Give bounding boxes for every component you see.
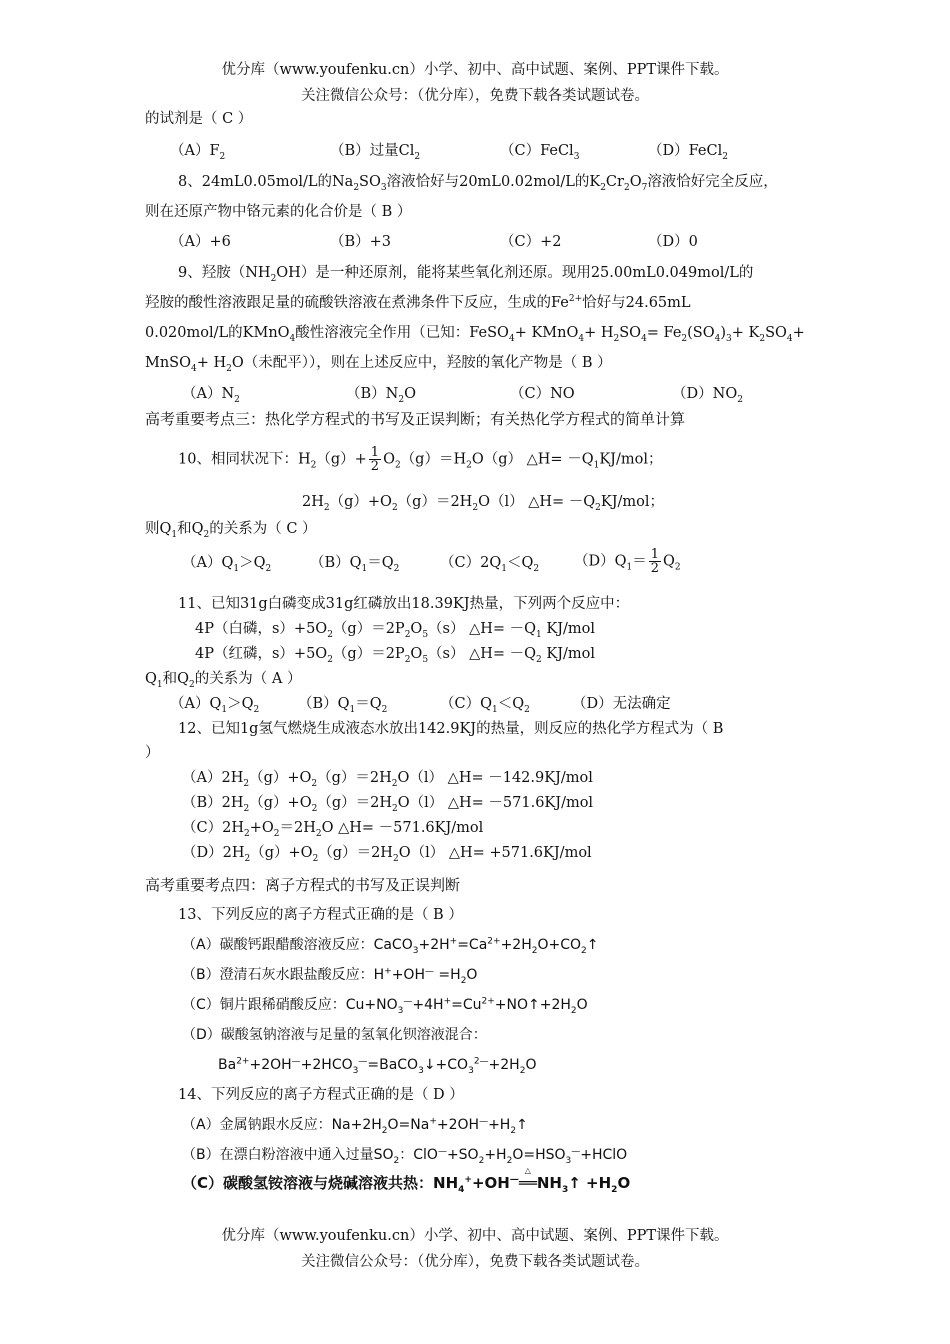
q10-option-b: $(B)Q_1=Q_2$ bbox=[310, 555, 400, 574]
q8-stem-line2: 则在还原产物中铬元素的化合价是（ B ） bbox=[145, 204, 412, 220]
q7-option-c: （C）FeCl$_3$ bbox=[500, 143, 580, 162]
q11-option-d: （D）无法确定 bbox=[572, 696, 671, 712]
q7-stem-continuation: 的试剂是（ C ） bbox=[145, 111, 253, 127]
q9-option-c: （C）NO bbox=[510, 386, 575, 402]
q8-stem-line1: 8、24mL0.05mol/L的$Na_2SO_3$溶液恰好与20mL0.02mol/L的$K_2Cr_2O_7$溶液恰好完全反应， bbox=[178, 174, 778, 193]
q12-option-b: $(B)2H_2(g)+O_2(g)=2H_2O(l)$ △H= －571.6KJ/mol bbox=[182, 795, 594, 814]
q13-option-c: （C）铜片跟稀硝酸反应：$Cu+NO_3^—+4H^+=Cu^{2+}+NO↑+2H_2O$ bbox=[182, 996, 588, 1016]
page-header-line1: 优分库（www.youfenku.cn）小学、初中、高中试题、案例、PPT课件下载。 bbox=[221, 62, 729, 78]
q12-stem-line1: 12、已知1g氢气燃烧生成液态水放出142.9KJ的热量，则反应的热化学方程式为（ B bbox=[178, 721, 724, 737]
q14-option-c: （C）碳酸氢铵溶液与烧碱溶液共热：$NH_4^++OH^—$ △ $══NH_3↑ +H_2O$ bbox=[182, 1166, 631, 1195]
q12-option-a: $(A)2H_2(g)+O_2(g)=2H_2O(l)$ △H= －142.9KJ/mol bbox=[182, 770, 593, 789]
q9-stem-line4: MnSO$_4$+ $H_2O$（未配平）），则在上述反应中，羟胺的氧化产物是（ B ） bbox=[145, 355, 612, 374]
q10-option-c: $(C)2Q_1<Q_2$ bbox=[440, 555, 540, 574]
q7-option-b: （B）过量$Cl_2$ bbox=[330, 143, 421, 162]
q11-equation-1: 4P（白磷，$s)+5O_2(g)=2P_2O_5(s)$ △H= $-Q_1$ KJ/mol bbox=[195, 621, 596, 640]
q9-option-a: $(A)N_2$ bbox=[182, 386, 240, 405]
q14-option-a: （A）金属钠跟水反应：$Na+2H_2O=Na^++2OH^—+H_2↑$ bbox=[182, 1116, 528, 1136]
q12-option-c: $(C)2H_2+O_2=2H_2O$ △H= －571.6KJ/mol bbox=[182, 820, 484, 839]
q11-stem: 11、已知31g白磷变成31g红磷放出18.39KJ热量，下列两个反应中： bbox=[178, 596, 630, 612]
q9-option-b: $(B)N_2O$ bbox=[346, 386, 416, 405]
q10-option-a: $(A)Q_1>Q_2$ bbox=[182, 555, 272, 574]
page-header-line2: 关注微信公众号：（优分库），免费下载各类试题试卷。 bbox=[301, 88, 649, 104]
q13-option-a: （A）碳酸钙跟醋酸溶液反应：$CaCO_3+2H^+=Ca^{2+}+2H_2O+CO_2↑$ bbox=[182, 936, 599, 956]
q12-stem-line2: ） bbox=[145, 745, 160, 761]
q11-option-c: $(C)Q_1<Q_2$ bbox=[440, 696, 530, 715]
q10-option-d: $(D)Q_1=$ $\frac{1}{2}$ $Q_2$ bbox=[574, 547, 681, 576]
q8-option-d: （D）0 bbox=[648, 234, 698, 250]
q10-equation-2: $2H_2(g)+O_2(g)=2H_2O(l)$ △H= $-Q_2KJ$/mol； bbox=[302, 494, 665, 513]
q9-stem-line1: 9、羟胺$(NH_2OH)$是一种还原剂，能将某些氧化剂还原。现用25.00mL0.049mol/L的 bbox=[178, 265, 754, 284]
heating-equals-sign: △ ══ bbox=[518, 1166, 537, 1192]
q10-equation-1: 10、相同状况下：$H_2(g)+$ $\frac{1}{2}$ $O_2(g)=H_2O(g)$ △H= $-Q_1KJ$/mol； bbox=[178, 445, 663, 474]
q8-option-a: （A）+6 bbox=[170, 234, 231, 250]
q13-option-d: （D）碳酸氢钠溶液与足量的氢氧化钡溶液混合： bbox=[182, 1027, 487, 1043]
q7-option-d: （D）FeCl$_2$ bbox=[648, 143, 728, 162]
q9-stem-line2: 羟胺的酸性溶液跟足量的硫酸铁溶液在煮沸条件下反应，生成的$Fe^{2+}$恰好与24.65mL bbox=[145, 294, 691, 311]
q13-stem: 13、下列反应的离子方程式正确的是（ B ） bbox=[178, 907, 463, 923]
q13-option-b: （B）澄清石灰水跟盐酸反应：$H^++OH^— =H_2O$ bbox=[182, 966, 478, 986]
q14-option-b: （B）在漂白粉溶液中通入过量$SO_2$：$ClO^—+SO_2+H_2O=HSO_3^—+HClO$ bbox=[182, 1146, 628, 1166]
q9-option-d: $(D)NO_2$ bbox=[672, 386, 743, 405]
q14-stem: 14、下列反应的离子方程式正确的是（ D ） bbox=[178, 1087, 464, 1103]
page-footer-line2: 关注微信公众号：（优分库），免费下载各类试题试卷。 bbox=[301, 1254, 649, 1270]
q10-stem-question: 则$Q_1$和$Q_2$的关系为（ C ） bbox=[145, 521, 317, 540]
section-heading-4: 高考重要考点四：离子方程式的书写及正误判断 bbox=[145, 876, 461, 894]
q8-option-b: （B）+3 bbox=[330, 234, 392, 250]
section-heading-3: 高考重要考点三：热化学方程式的书写及正误判断；有关热化学方程式的简单计算 bbox=[145, 410, 686, 428]
q9-stem-line3: 0.020mol/L的KMnO$_4$酸性溶液完全作用（已知：FeSO$_4$+ KMnO$_4$+ $H_2SO_4= Fe_2(SO_4)_3+ K_2SO_4+$ bbox=[145, 325, 805, 344]
q11-option-a: $(A)Q_1>Q_2$ bbox=[170, 696, 260, 715]
q8-option-c: （C）+2 bbox=[500, 234, 562, 250]
q10-fraction: $\frac{1}{2}$ bbox=[370, 445, 380, 474]
q13-option-d-equation: $Ba^{2+}+2OH^—+2HCO_3^—=BaCO_3↓+CO_3^{2—}+2H_2O$ bbox=[218, 1056, 537, 1076]
q7-option-a: $(A)F_2$ bbox=[170, 143, 226, 162]
q11-equation-2: 4P（红磷，$s)+5O_2(g)=2P_2O_5(s)$ △H= $-Q_2$ KJ/mol bbox=[195, 646, 596, 665]
q12-option-d: $(D)2H_2(g)+O_2(g)=2H_2O(l)$ △H= +571.6KJ/mol bbox=[182, 845, 592, 864]
page-footer-line1: 优分库（www.youfenku.cn）小学、初中、高中试题、案例、PPT课件下载。 bbox=[221, 1228, 729, 1244]
q11-stem-question: $Q_1$和$Q_2$的关系为（ A ） bbox=[145, 671, 302, 690]
q11-option-b: $(B)Q_1=Q_2$ bbox=[298, 696, 388, 715]
